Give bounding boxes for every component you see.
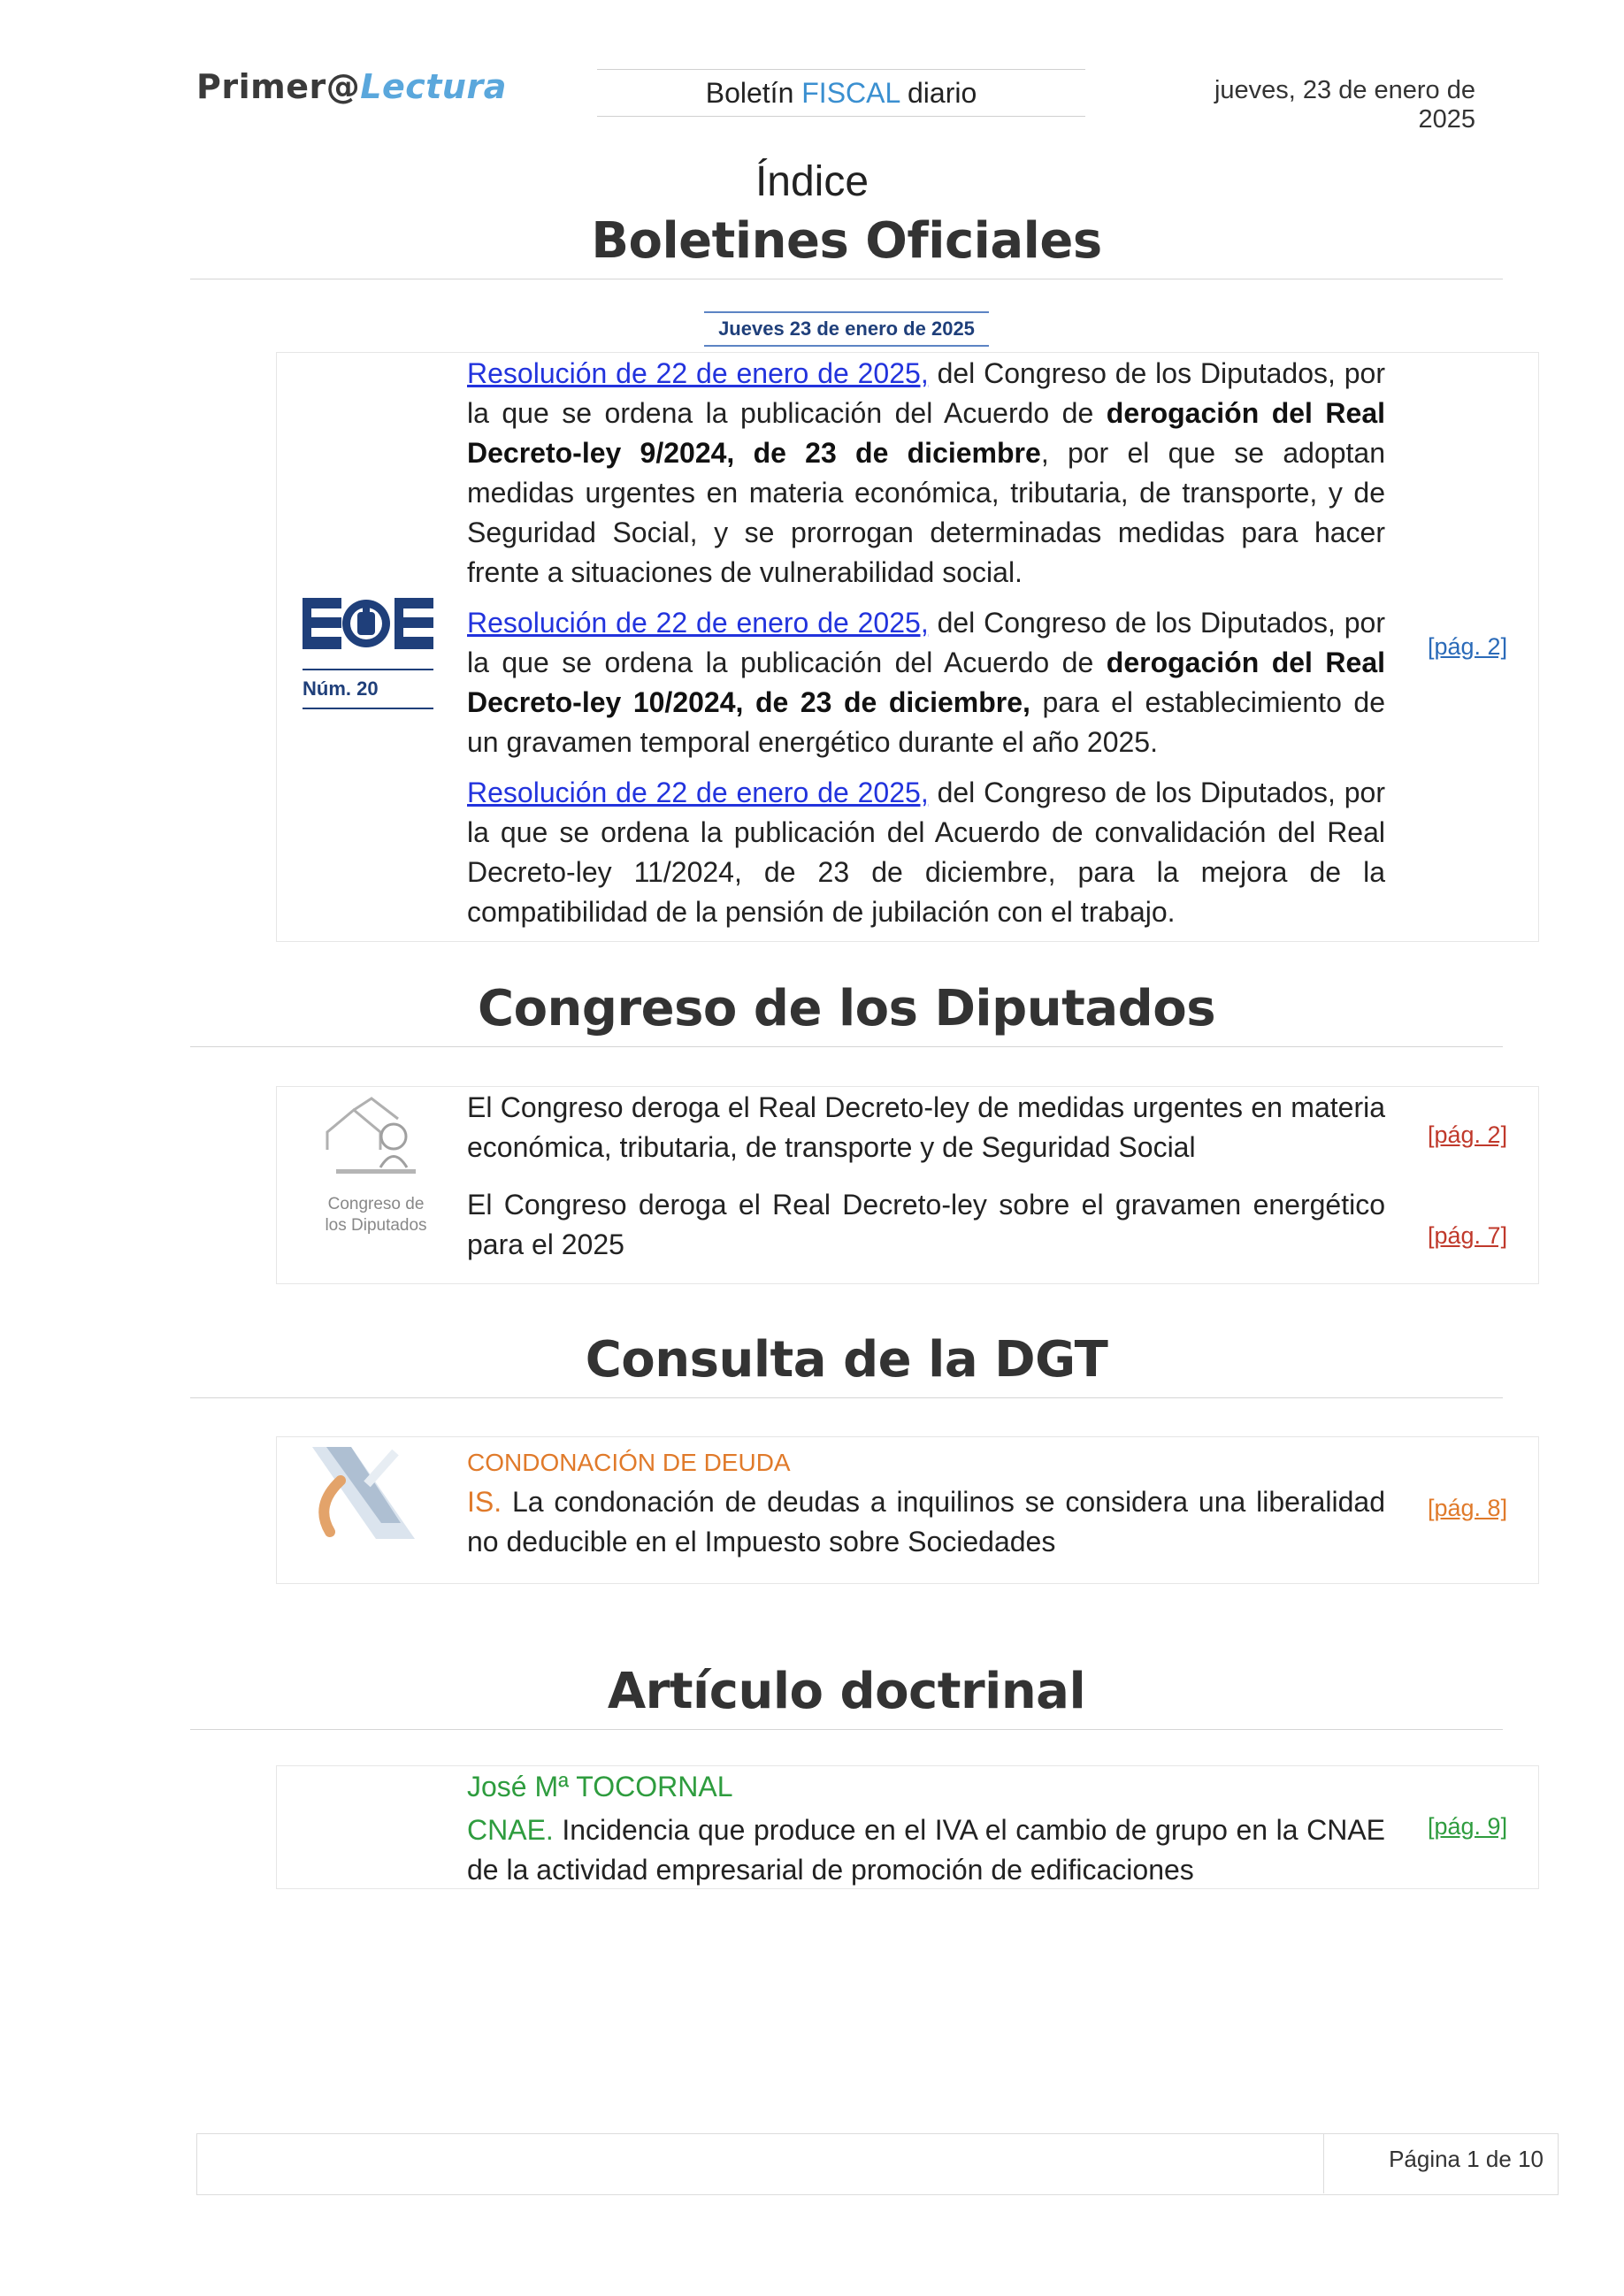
section-title-congreso: Congreso de los Diputados	[190, 980, 1503, 1047]
boe-entry-1: Resolución de 22 de enero de 2025, del Congreso de los Diputados, por la que se ordena la publicación del Acuerdo de derogación del Real Decreto-ley 9/2024, de 23 de diciembre, por el que se adoptan medidas urgentes en materia económica, tributaria, de transporte, y de Seguridad Social, y se prorrogan determinadas medidas para hacer frente a situaciones de vulnerabilidad social.	[467, 357, 1386, 588]
resolution-link[interactable]: Resolución de 22 de enero de 2025,	[467, 777, 929, 808]
article-author: José Mª TOCORNAL	[467, 1771, 733, 1802]
page-number: Página 1 de 10	[1389, 2146, 1544, 2172]
congreso-entry-2: El Congreso deroga el Real Decreto-ley sobre el gravamen energético para el 2025	[467, 1189, 1385, 1260]
page-ref-link[interactable]: [pág. 9]	[1428, 1813, 1508, 1840]
boe-logo	[303, 598, 433, 654]
resolution-link[interactable]: Resolución de 22 de enero de 2025,	[467, 607, 929, 639]
congreso-entry-1: El Congreso deroga el Real Decreto-ley de medidas urgentes en materia económica, tributaria, de transporte y de Seguridad Social	[467, 1091, 1385, 1163]
date-badge: Jueves 23 de enero de 2025	[704, 311, 989, 347]
dgt-category: CONDONACIÓN DE DEUDA	[467, 1449, 791, 1476]
boe-number: Núm. 20	[303, 669, 433, 709]
dgt-entry: IS. La condonación de deudas a inquilinos se considera una liberalidad no deducible en el Impuesto sobre Sociedades	[467, 1486, 1385, 1557]
boe-entry-3: Resolución de 22 de enero de 2025, del Congreso de los Diputados, por la que se ordena la publicación del Acuerdo de convalidación del Real Decreto-ley 11/2024, de 23 de diciembre, para la mejora de la compatibilidad de la pensión de jubilación con el trabajo.	[467, 777, 1386, 928]
section-title-dgt: Consulta de la DGT	[190, 1331, 1503, 1398]
bulletin-title: Boletín FISCAL diario	[597, 69, 1085, 117]
page-ref-link[interactable]: [pág. 8]	[1428, 1495, 1508, 1521]
congreso-building-icon	[318, 1097, 433, 1185]
section-title-articulo: Artículo doctrinal	[190, 1663, 1503, 1730]
article-entry: CNAE. Incidencia que produce en el IVA el cambio de grupo en la CNAE de la actividad empresarial de promoción de edificaciones	[467, 1814, 1385, 1886]
congreso-logo	[318, 1097, 433, 1203]
page-ref-link[interactable]: [pág. 2]	[1428, 633, 1508, 660]
agencia-tributaria-logo	[305, 1443, 420, 1542]
footer-divider	[1323, 2133, 1324, 2193]
header-date: jueves, 23 de enero de 2025	[1214, 76, 1475, 134]
primera-lectura-logo: Primer@Lectura	[196, 67, 507, 106]
section-title-boletines: Boletines Oficiales	[190, 212, 1503, 279]
boe-entry-2: Resolución de 22 de enero de 2025, del Congreso de los Diputados, por la que se ordena la publicación del Acuerdo de derogación del Real Decreto-ley 10/2024, de 23 de diciembre, para el establecimiento de un gravamen temporal energético durante el año 2025.	[467, 607, 1386, 758]
agencia-tributaria-icon	[305, 1443, 420, 1542]
resolution-link[interactable]: Resolución de 22 de enero de 2025,	[467, 357, 929, 389]
page-ref-link[interactable]: [pág. 7]	[1428, 1222, 1508, 1249]
page-ref-link[interactable]: [pág. 2]	[1428, 1121, 1508, 1148]
index-title: Índice	[755, 158, 869, 205]
congreso-logo-text: Congreso de los Diputados	[325, 1195, 427, 1235]
boe-logo-icon	[303, 598, 433, 649]
